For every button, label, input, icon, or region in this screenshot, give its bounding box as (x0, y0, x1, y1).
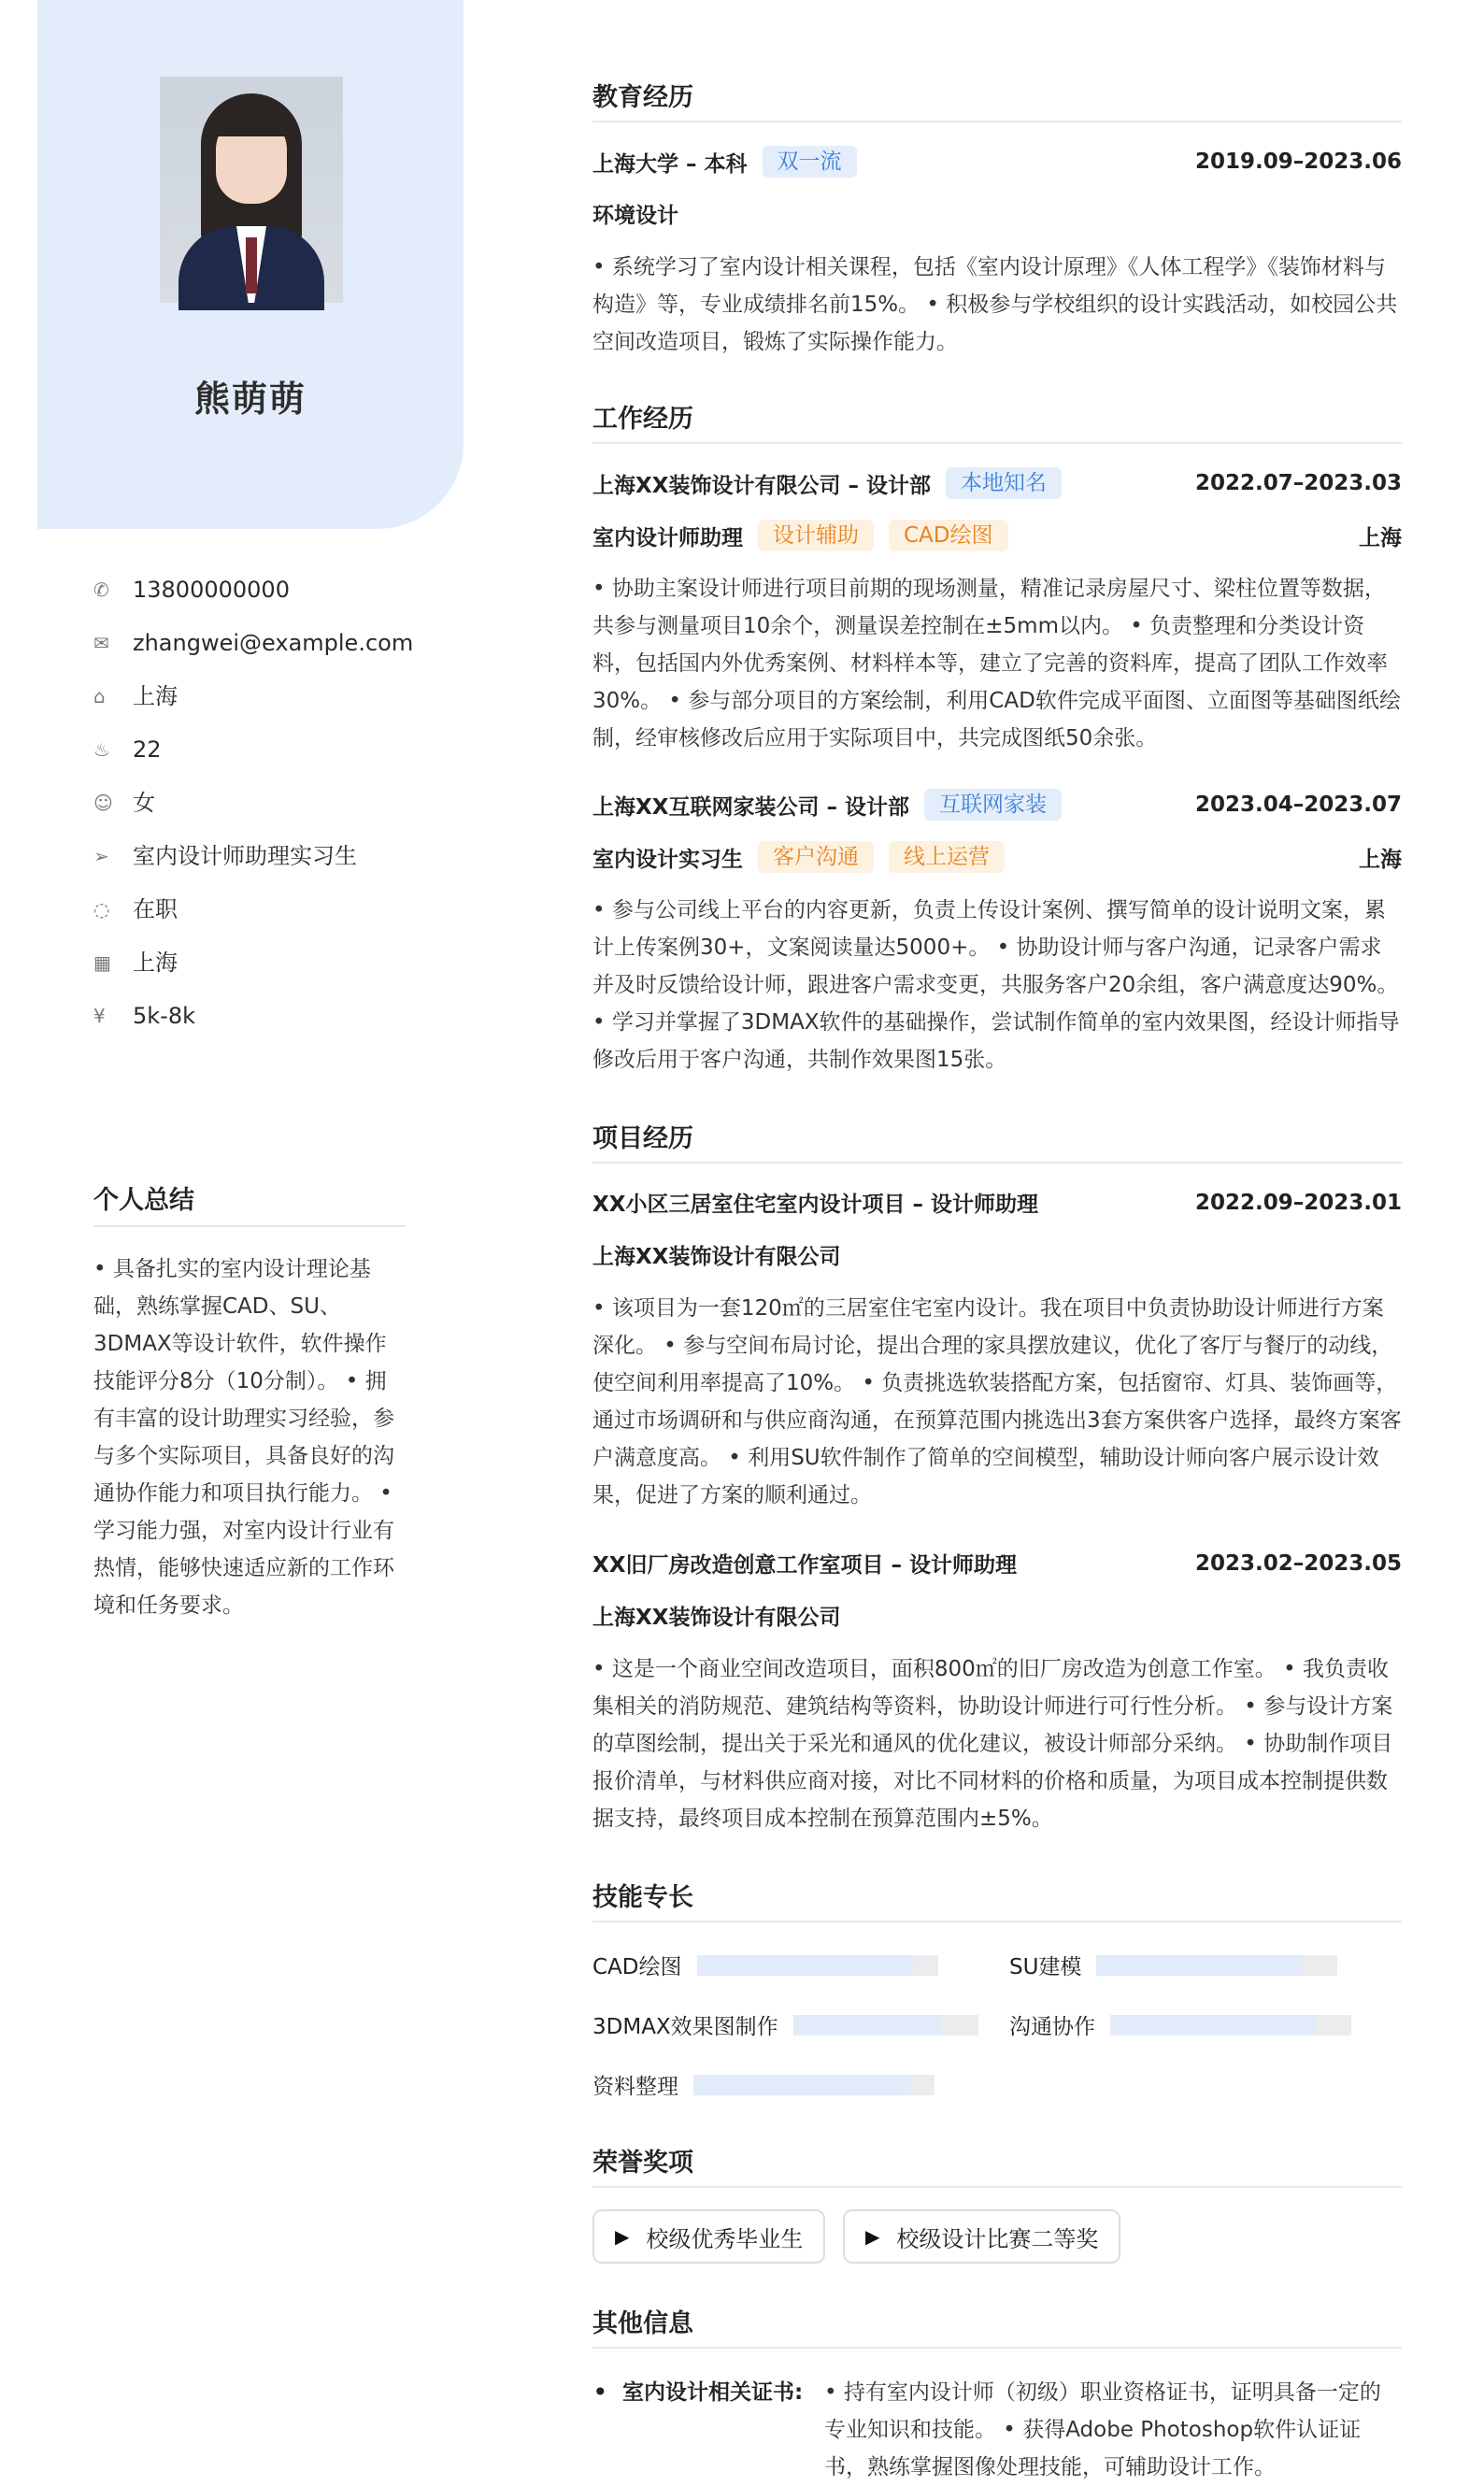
work-2-city: 上海 (1359, 847, 1402, 872)
summary-title: 个人总结 (93, 1179, 406, 1227)
education-major: 环境设计 (592, 204, 678, 228)
work-1-role-row (592, 520, 1402, 551)
contact-gender (93, 789, 411, 842)
award-label: 校级优秀毕业生 (646, 2225, 804, 2252)
building-icon: ▦ (93, 951, 111, 974)
project-1-name: XX小区三居室住宅室内设计项目 – 设计师助理 (592, 1193, 1038, 1217)
other-info-text: • 持有室内设计师（初级）职业资格证书，证明具备一定的专业知识和技能。 • 获得Adobe Photoshop软件认证证书，熟练掌握图像处理技能，可辅助设计工作。 (824, 2380, 1381, 2479)
skill-bar (693, 2075, 935, 2095)
skill-name: 资料整理 (592, 2075, 678, 2099)
send-icon: ➢ (93, 845, 109, 867)
project-1-company-row (592, 1239, 1402, 1270)
education-header (592, 146, 1402, 178)
skill-bar (1096, 1955, 1337, 1976)
profile-photo (160, 77, 343, 303)
work-2-role-row (592, 841, 1402, 873)
education-tag: 双一流 (763, 146, 857, 178)
work-2-date: 2023.04–2023.07 (1194, 793, 1402, 817)
contact-email-text: zhangwei@example.com (133, 630, 414, 656)
work-1-skill-tag: 设计辅助 (758, 520, 874, 551)
skill-bar (793, 2015, 978, 2036)
project-1-company: 上海XX装饰设计有限公司 (592, 1245, 841, 1269)
contact-gender-text: 女 (133, 790, 155, 816)
project-1-desc: • 该项目为一套120㎡的三居室住宅室内设计。我在项目中负责协助设计师进行方案深化。 • 参与空间布局讨论，提出合理的家具摆放建议，优化了客厅与餐厅的动线，使空间利用率提高了10%。 • 负责挑选软装搭配方案，包括窗帘、灯具、装饰画等，通过市场调研和与供应商沟通，在预算范围内挑选出3套方案供客户选择，最终方案客户满意度高。 • 利用SU软件制作了简单的空间模型，辅助设计师向客户展示设计效果，促进了方案的顺利通过。 (592, 1296, 1402, 1507)
award-chip[interactable] (843, 2209, 1120, 2264)
face-icon: ☺ (93, 792, 113, 814)
phone-icon: ✆ (93, 579, 109, 601)
contact-hometown (93, 682, 411, 736)
work-1-tag: 本地知名 (946, 467, 1062, 499)
work-2-skill-tag: 客户沟通 (758, 841, 874, 873)
section-title-other: 其他信息 (592, 2303, 1402, 2349)
project-2-header (592, 1548, 1402, 1579)
work-2-tag: 互联网家装 (924, 789, 1062, 821)
play-triangle-icon: ▶ (615, 2225, 630, 2248)
work-2-header (592, 789, 1402, 821)
bullet-icon: • (592, 2377, 608, 2407)
section-title-work: 工作经历 (592, 398, 1402, 444)
contact-city-text: 上海 (133, 950, 178, 976)
contact-age-text: 22 (133, 736, 162, 763)
work-2-skill-tag: 线上运营 (889, 841, 1005, 873)
contact-hometown-text: 上海 (133, 683, 178, 709)
contact-phone (93, 576, 411, 629)
skill-item (592, 2009, 978, 2040)
skill-item (592, 2069, 935, 2100)
education-school: 上海大学 – 本科 (592, 151, 748, 177)
play-triangle-icon: ▶ (865, 2225, 880, 2248)
contact-list (93, 576, 414, 1055)
other-info-label: 室内设计相关证书: (622, 2380, 804, 2405)
section-title-education: 教育经历 (592, 77, 1402, 122)
contact-email (93, 629, 414, 682)
skill-bar-fill (793, 2015, 941, 2036)
award-chip[interactable] (592, 2209, 825, 2264)
work-2-role: 室内设计实习生 (592, 847, 743, 872)
skill-bar-fill (693, 2075, 910, 2095)
section-title-skills: 技能专长 (592, 1877, 1402, 1922)
education-date: 2019.09–2023.06 (1194, 150, 1402, 174)
work-1-date: 2022.07–2023.03 (1194, 471, 1402, 495)
skill-bar-fill (1096, 1955, 1301, 1976)
skill-item (1009, 2009, 1351, 2040)
award-label: 校级设计比赛二等奖 (896, 2225, 1099, 2252)
home-icon: ⌂ (93, 685, 106, 707)
cake-icon: ♨ (93, 738, 110, 761)
summary-text: • 具备扎实的室内设计理论基础，熟练掌握CAD、SU、3DMAX等设计软件，软件操作技能评分8分（10分制）。 • 拥有丰富的设计助理实习经验，参与多个实际项目，具备良好的沟通协作能力和项目执行能力。 • 学习能力强，对室内设计行业有热情，能够快速适应新的工作环境和任务要求。 (93, 1257, 394, 1618)
skill-bar-fill (697, 1955, 914, 1976)
work-1-role: 室内设计师助理 (592, 525, 743, 550)
education-desc: • 系统学习了室内设计相关课程，包括《室内设计原理》《人体工程学》《装饰材料与构造》等，专业成绩排名前15%。 • 积极参与学校组织的设计实践活动，如校园公共空间改造项目，锻炼了实际操作能力。 (592, 255, 1398, 354)
contact-age (93, 736, 411, 789)
work-1-skill-tag: CAD绘图 (889, 520, 1008, 551)
project-2-date: 2023.02–2023.05 (1194, 1550, 1402, 1576)
contact-position (93, 842, 411, 895)
skill-item (592, 1950, 938, 1980)
work-1-header (592, 467, 1402, 499)
education-major-row (592, 198, 1402, 229)
mail-icon: ✉ (93, 632, 109, 654)
profile-name: 熊萌萌 (193, 379, 307, 420)
status-icon: ◌ (93, 898, 110, 921)
skill-name: SU建模 (1009, 1955, 1082, 1979)
contact-salary-text: 5k-8k (133, 1003, 195, 1029)
project-2-company: 上海XX装饰设计有限公司 (592, 1606, 841, 1630)
project-2-desc: • 这是一个商业空间改造项目，面积800㎡的旧厂房改造为创意工作室。 • 我负责收集相关的消防规范、建筑结构等资料，协助设计师进行可行性分析。 • 参与设计方案的草图绘制，提出关于采光和通风的优化建议，被设计师部分采纳。 • 协助制作项目报价清单，与材料供应商对接，对比不同材料的价格和质量，为项目成本控制提供数据支持，最终项目成本控制在预算范围内±5%。 (592, 1657, 1393, 1831)
project-2-company-row (592, 1600, 1402, 1631)
contact-salary (93, 1002, 411, 1055)
work-2-company: 上海XX互联网家装公司 – 设计部 (592, 794, 909, 820)
skill-bar (1110, 2015, 1351, 2036)
work-1-city: 上海 (1359, 525, 1402, 550)
project-2-name: XX旧厂房改造创意工作室项目 – 设计师助理 (592, 1553, 1017, 1578)
skill-item (1009, 1950, 1337, 1980)
contact-status (93, 895, 411, 949)
section-title-projects: 项目经历 (592, 1118, 1402, 1164)
section-title-awards: 荣誉奖项 (592, 2142, 1402, 2188)
skill-name: 沟通协作 (1009, 2015, 1095, 2039)
work-2-desc: • 参与公司线上平台的内容更新，负责上传设计案例、撰写简单的设计说明文案，累计上传案例30+，文案阅读量达5000+。 • 协助设计师与客户沟通，记录客户需求并及时反馈给设计师，跟进客户需求变更，共服务客户20余组，客户满意度达90%。 • 学习并掌握了3DMAX软件的基础操作，尝试制作简单的室内效果图，经设计师指导修改后用于客户沟通，共制作效果图15张。 (592, 898, 1400, 1072)
project-1-date: 2022.09–2023.01 (1194, 1190, 1402, 1215)
contact-phone-text: 13800000000 (133, 577, 290, 603)
work-1-desc: • 协助主案设计师进行项目前期的现场测量，精准记录房屋尺寸、梁柱位置等数据，共参与测量项目10余个，测量误差控制在±5mm以内。 • 负责整理和分类设计资料，包括国内外优秀案例、材料样本等，建立了完善的资料库，提高了团队工作效率30%。 • 参与部分项目的方案绘制，利用CAD软件完成平面图、立面图等基础图纸绘制，经审核修改后应用于实际项目中，共完成图纸50余张。 (592, 577, 1401, 750)
skill-bar-fill (1110, 2015, 1315, 2036)
skill-name: CAD绘图 (592, 1955, 682, 1979)
contact-position-text: 室内设计师助理实习生 (133, 843, 357, 869)
contact-status-text: 在职 (133, 896, 178, 922)
work-1-company: 上海XX装饰设计有限公司 – 设计部 (592, 473, 931, 498)
skill-name: 3DMAX效果图制作 (592, 2015, 778, 2039)
project-1-header (592, 1187, 1402, 1218)
yen-icon: ¥ (93, 1005, 106, 1027)
contact-city (93, 949, 411, 1002)
skill-bar (697, 1955, 938, 1976)
